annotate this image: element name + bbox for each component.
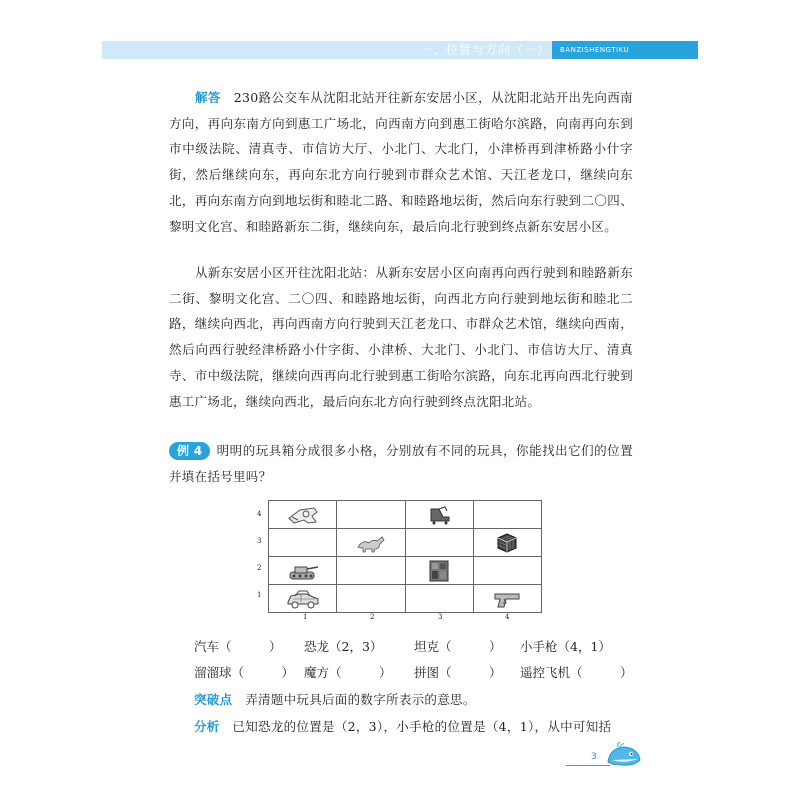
fill-item-dinosaur bbox=[304, 636, 414, 658]
cell-4-1 bbox=[473, 585, 541, 613]
section-title: 一、位置与方向（一） bbox=[420, 43, 551, 57]
breakthrough-line bbox=[194, 687, 634, 713]
fill-row-1 bbox=[194, 636, 611, 658]
fill-label: 恐龙 bbox=[304, 639, 330, 654]
example-label: 例 4 bbox=[169, 442, 210, 460]
header-tag: BANZISHENGTIKU bbox=[552, 41, 698, 59]
cell-2-3 bbox=[337, 529, 405, 557]
fill-item-yoyo bbox=[194, 662, 304, 684]
cell-1-1 bbox=[269, 585, 337, 613]
fill-blank: （ ） bbox=[570, 665, 633, 680]
cell-4-4 bbox=[473, 501, 541, 529]
cell-1-3 bbox=[269, 529, 337, 557]
toy-box-grid bbox=[268, 500, 542, 610]
fill-item-rubiks-cube bbox=[304, 662, 414, 684]
y-tick-4: 4 bbox=[257, 510, 262, 518]
x-tick-3: 3 bbox=[438, 613, 443, 621]
fill-blank: （ ） bbox=[329, 665, 392, 680]
x-tick-1: 1 bbox=[303, 613, 308, 621]
cell-1-2 bbox=[269, 557, 337, 585]
fill-label: 小手枪 bbox=[520, 639, 558, 654]
skates-toy-icon bbox=[406, 505, 473, 525]
cell-1-4 bbox=[269, 501, 337, 529]
fill-item-puzzle bbox=[414, 662, 520, 684]
cell-2-1 bbox=[337, 585, 405, 613]
fill-row-2 bbox=[194, 662, 633, 684]
fill-value: （2，3） bbox=[329, 639, 383, 654]
y-tick-3: 3 bbox=[257, 537, 262, 545]
breakthrough-label: 突破点 bbox=[194, 692, 233, 707]
x-tick-2: 2 bbox=[370, 613, 375, 621]
cell-3-2 bbox=[405, 557, 473, 585]
fill-label: 汽车 bbox=[194, 639, 220, 654]
cell-2-2 bbox=[337, 557, 405, 585]
rubiks-cube-toy-icon bbox=[474, 532, 541, 554]
answer-label: 解答 bbox=[195, 90, 221, 105]
cell-2-4 bbox=[337, 501, 405, 529]
cell-3-3 bbox=[405, 529, 473, 557]
breakthrough-text: 弄清题中玩具后面的数字所表示的意思。 bbox=[245, 692, 476, 707]
example-question-text: 明明的玩具箱分成很多小格，分别放有不同的玩具，你能找出它们的位置并填在括号里吗？ bbox=[169, 443, 633, 484]
answer-text-1: 230路公交车从沈阳北站开往新东安居小区，从沈阳北站开出先向西南方向，再向东南方向到惠工广场北，向西南方向到惠工街哈尔滨路，向南再向东到市中级法院、清真寺、市信访大厅、小北门、大北门，小津桥再到津桥路小什字街，然后继续向东，再向东北方向行驶到市群众艺术馆、天江老龙口，继续向东北，再向东南方向到地坛街和睦北二路、和睦路地坛街，然后向东行驶到二〇四、黎明文化宫、和睦路新东二街，继续向东，最后向北行驶到终点新东安居小区。 bbox=[169, 90, 633, 234]
y-tick-2: 2 bbox=[257, 564, 262, 572]
answer-paragraph-2: 从新东安居小区开往沈阳北站：从新东安居小区向南再向西行驶到和睦路新东二街、黎明文化宫、二〇四、和睦路地坛街，向西北方向行驶到地坛街和睦北二路，继续向西北，再向西南方向行驶到天江老龙口、市群众艺术馆，继续向西南，然后向西行驶经津桥路小什字街、小津桥、大北门、小北门、市信访大厅、清真寺、市中级法院，继续向西再向北行驶到惠工街哈尔滨路，向东北再向西北行驶到惠工广场北，继续向西北，最后向东北方向行驶到终点沈阳北站。 bbox=[169, 265, 633, 409]
fill-label: 遥控飞机 bbox=[520, 665, 571, 680]
fill-label: 拼图 bbox=[414, 665, 440, 680]
fill-blank: （ ） bbox=[439, 639, 502, 654]
fill-item-car bbox=[194, 636, 304, 658]
dinosaur-toy-icon bbox=[337, 533, 404, 553]
analysis-text: 已知恐龙的位置是（2，3），小手枪的位置是（4，1），从中可知括 bbox=[232, 719, 612, 734]
fill-label: 魔方 bbox=[304, 665, 330, 680]
page-number: 3 bbox=[591, 752, 597, 762]
car-toy-icon bbox=[269, 588, 336, 610]
puzzle-toy-icon bbox=[406, 560, 473, 582]
fill-label: 坦克 bbox=[414, 639, 440, 654]
x-tick-4: 4 bbox=[505, 613, 510, 621]
plane-toy-icon bbox=[269, 504, 336, 526]
analysis-label: 分析 bbox=[194, 719, 220, 734]
example-question bbox=[169, 438, 633, 489]
fill-item-pistol bbox=[520, 636, 611, 658]
fill-blank: （ ） bbox=[231, 665, 295, 680]
fill-blank: （ ） bbox=[439, 665, 502, 680]
fill-value: （4，1） bbox=[557, 639, 611, 654]
pistol-toy-icon bbox=[474, 589, 541, 609]
analysis-line bbox=[194, 714, 634, 740]
answer-paragraph-1 bbox=[169, 85, 633, 239]
cell-3-1 bbox=[405, 585, 473, 613]
cell-4-2 bbox=[473, 557, 541, 585]
mascot-whale-icon bbox=[604, 742, 644, 772]
fill-item-rc-plane bbox=[520, 662, 633, 684]
tank-toy-icon bbox=[269, 561, 336, 581]
fill-blank: （ ） bbox=[219, 639, 282, 654]
fill-label: 溜溜球 bbox=[194, 665, 232, 680]
fill-item-tank bbox=[414, 636, 520, 658]
cell-3-4 bbox=[405, 501, 473, 529]
cell-4-3 bbox=[473, 529, 541, 557]
y-tick-1: 1 bbox=[257, 591, 262, 599]
